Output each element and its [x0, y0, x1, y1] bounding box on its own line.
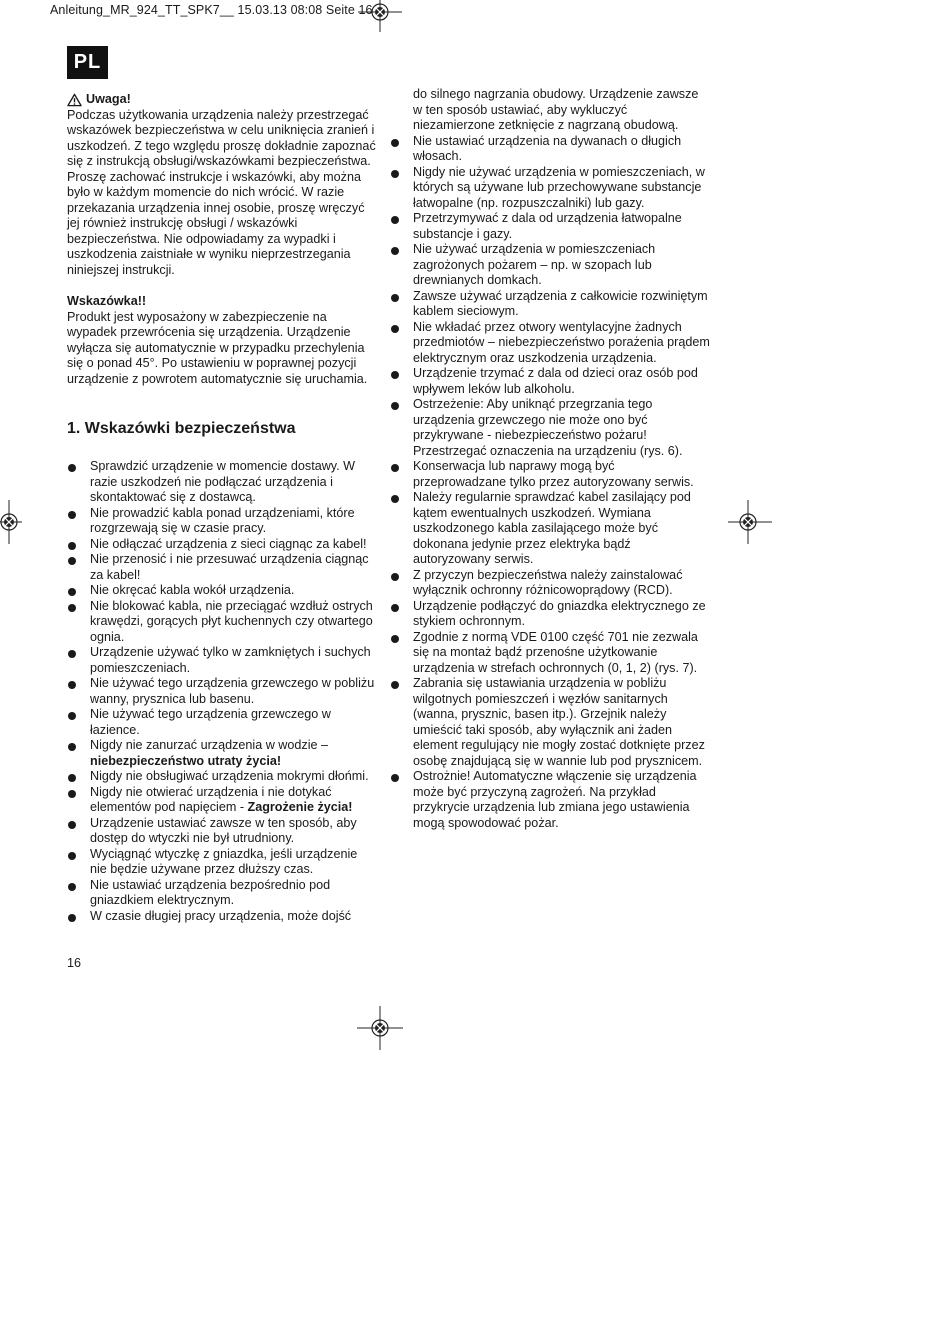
list-item: Nie okręcać kabla wokół urządzenia. — [67, 583, 377, 599]
section-title: 1. Wskazówki bezpieczeństwa — [67, 420, 296, 437]
list-item: Nie blokować kabla, nie przeciągać wzdłuż ostrych krawędzi, gorących płyt kuchennych czy otwartego ognia. — [67, 599, 377, 646]
hint-text: Produkt jest wyposażony w zabezpieczenie na wypadek przewrócenia się urządzenia. Urządzenie wyłącza się automatycznie w przypadku przechylenia się o ponad 45°. Po ustawieniu w poprawnej pozycji urządzenie z powrotem automatycznie się uruchamia. — [67, 309, 368, 386]
print-header: Anleitung_MR_924_TT_SPK7__ 15.03.13 08:08 Seite 16 — [50, 3, 373, 17]
list-item-text: Nigdy nie zanurzać urządzenia w wodzie – — [90, 738, 329, 752]
list-item: Zabrania się ustawiania urządzenia w pobliżu wilgotnych pomieszczeń i węzłów sanitarnych (wanna, prysznic, basen itp.). Grzejnik należy umieścić taki sposób, aby wyłącznik ani żaden element regulujący nie mogły zostać dotknięte przez osobę znajdującą się w wannie lub pod prysznicem. — [390, 676, 710, 769]
list-item — [67, 738, 377, 769]
list-item: Konserwacja lub naprawy mogą być przeprowadzane tylko przez autoryzowany serwis. — [390, 459, 710, 490]
list-item: Nie ustawiać urządzenia bezpośrednio pod gniazdkiem elektrycznym. — [67, 878, 377, 909]
list-item: Sprawdzić urządzenie w momencie dostawy. W razie uszkodzeń nie podłączać urządzenia i skontaktować się z dostawcą. — [67, 459, 377, 506]
list-item-emphasis: Zagrożenie życia! — [247, 800, 353, 814]
list-item — [67, 785, 377, 816]
list-item: W czasie długiej pracy urządzenia, może dojść — [67, 909, 377, 925]
list-item: Nie wkładać przez otwory wentylacyjne żadnych przedmiotów – niebezpieczeństwo porażenia prądem elektrycznym oraz uszkodzenia urządzenia. — [390, 320, 710, 367]
list-item: Należy regularnie sprawdzać kabel zasilający pod kątem ewentualnych uszkodzeń. Wymiana uszkodzonego kabla zasilającego może być dokonana jedynie przez elektryka bądź autoryzowany serwis. — [390, 490, 710, 568]
list-item: Ostrzeżenie: Aby uniknąć przegrzania tego urządzenia grzewczego nie może ono być przykrywane - niebezpieczeństwo pożaru! Przestrzegać oznaczenia na urządzeniu (rys. 6). — [390, 397, 710, 459]
list-item: Nie używać urządzenia w pomieszczeniach zagrożonych pożarem – np. w szopach lub drewnianych domkach. — [390, 242, 710, 289]
hint-title: Wskazówka!! — [67, 294, 147, 308]
safety-list-left — [67, 459, 377, 924]
list-item: Nie przenosić i nie przesuwać urządzenia ciągnąc za kabel! — [67, 552, 377, 583]
list-item: Nigdy nie używać urządzenia w pomieszczeniach, w których są używane lub przechowywane substancje łatwopalne (np. rozpuszczalniki) lub gazy. — [390, 165, 710, 212]
list-item: Nie używać tego urządzenia grzewczego w łazience. — [67, 707, 377, 738]
list-item: Zgodnie z normą VDE 0100 część 701 nie zezwala się na montaż bądź przenośne użytkowanie urządzenia w strefach ochronnych (0, 1, 2) (rys. 7). — [390, 630, 710, 677]
list-item: Nie prowadzić kabla ponad urządzeniami, które rozgrzewają się w czasie pracy. — [67, 506, 377, 537]
list-item: Nie ustawiać urządzenia na dywanach o długich włosach. — [390, 134, 710, 165]
list-item: Urządzenie używać tylko w zamkniętych i suchych pomieszczeniach. — [67, 645, 377, 676]
safety-list-right — [390, 87, 710, 831]
list-item: Urządzenie trzymać z dala od dzieci oraz osób pod wpływem leków lub alkoholu. — [390, 366, 710, 397]
list-item: Urządzenie podłączyć do gniazdka elektrycznego ze stykiem ochronnym. — [390, 599, 710, 630]
list-item: Wyciągnąć wtyczkę z gniazdka, jeśli urządzenie nie będzie używane przez dłuższy czas. — [67, 847, 377, 878]
list-item: Nigdy nie obsługiwać urządzenia mokrymi dłońmi. — [67, 769, 377, 785]
list-item-continuation: do silnego nagrzania obudowy. Urządzenie zawsze w ten sposób ustawiać, aby wykluczyć niezamierzone zetknięcie z nagrzaną obudową. — [413, 87, 699, 132]
list-item: Nie używać tego urządzenia grzewczego w pobliżu wanny, prysznica lub basenu. — [67, 676, 377, 707]
warning-title: Uwaga! — [86, 92, 131, 106]
list-item: Przetrzymywać z dala od urządzenia łatwopalne substancje i gazy. — [390, 211, 710, 242]
warning-heading — [67, 92, 377, 108]
page-number: 16 — [67, 956, 82, 970]
warning-triangle-icon — [67, 93, 82, 107]
warning-text: Podczas użytkowania urządzenia należy przestrzegać wskazówek bezpieczeństwa w celu uniknięcia zranień i uszkodzeń. Z tego względu proszę dokładnie zapoznać się z instrukcją obsługi/wskazówkami bezpieczeństwa. Proszę zachować instrukcje i wskazówki, aby można było w każdym momencie do nich wrócić. W razie przekazania urządzenia innej osobie, proszę wręczyć jej również instrukcję obsługi / wskazówki bezpieczeństwa. Nie odpowiadamy za wypadki i uszkodzenia zaistniałe w wyniku nieprzestrzegania niniejszej instrukcji. — [67, 107, 376, 277]
list-item: Urządzenie ustawiać zawsze w ten sposób, aby dostęp do wtyczki nie był utrudniony. — [67, 816, 377, 847]
list-item: Zawsze używać urządzenia z całkowicie rozwiniętym kablem sieciowym. — [390, 289, 710, 320]
list-item-text: Nigdy nie otwierać urządzenia i nie dotykać elementów pod napięciem - — [90, 784, 332, 814]
registration-mark-icon — [357, 1006, 403, 1050]
list-item: Z przyczyn bezpieczeństwa należy zainstalować wyłącznik ochronny różnicowoprądowy (RCD). — [390, 568, 710, 599]
language-badge: PL — [67, 46, 108, 79]
left-column — [67, 92, 377, 924]
registration-mark-icon — [728, 500, 772, 544]
right-column — [390, 87, 710, 831]
list-item: Nie odłączać urządzenia z sieci ciągnąc za kabel! — [67, 537, 377, 553]
registration-mark-icon — [0, 500, 22, 544]
list-item: Ostrożnie! Automatyczne włączenie się urządzenia może być przyczyną zagrożeń. Na przykład przykrycie urządzenia lub zmiana jego ustawienia mogą spowodować pożar. — [390, 769, 710, 831]
list-item-emphasis: niebezpieczeństwo utraty życia! — [90, 753, 282, 768]
registration-mark-icon — [358, 0, 402, 32]
